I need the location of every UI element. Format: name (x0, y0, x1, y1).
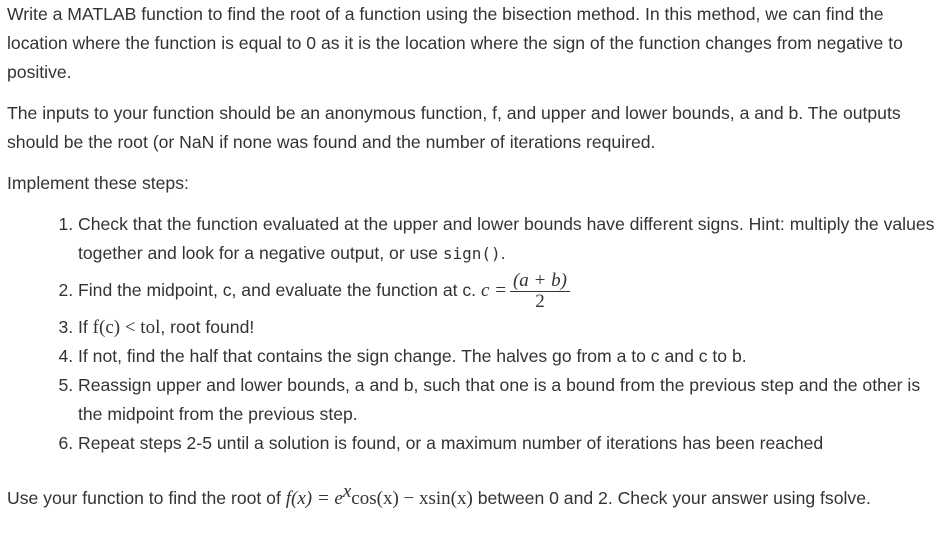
step-3 (78, 313, 937, 342)
inputs-paragraph: The inputs to your function should be an anonymous function, f, and upper and lower bounds, a and b. The outputs should be the root (or NaN if none was found and the number of iterations required. (7, 103, 901, 152)
step-2-denominator: 2 (535, 290, 545, 312)
final-formula-rhs: cos(x) − xsin(x) (351, 488, 473, 509)
intro-paragraph: Write a MATLAB function to find the root of a function using the bisection method. In this method, we can find the location where the function is equal to 0 as it is the location where the sign of the function changes from negative to positive. (7, 4, 903, 82)
final-paragraph (7, 481, 937, 513)
step-1-text: Check that the function evaluated at the upper and lower bounds have different signs. Hint: multiply the values together and look for a negative output, or use (78, 214, 935, 263)
step-2 (78, 268, 937, 313)
steps-heading: Implement these steps: (7, 173, 189, 193)
steps-list (7, 210, 937, 458)
final-text-after: between 0 and 2. Check your answer using fsolve. (472, 488, 871, 508)
final-formula-lhs: f(x) = e (285, 488, 343, 509)
step-6: 6. Repeat steps 2-5 until a solution is found, or a maximum number of iterations has been reached (78, 429, 937, 458)
step-2-fraction (510, 271, 570, 312)
final-text-before: Use your function to find the root of (7, 488, 286, 508)
step-3-formula: f(c) < tol (92, 317, 161, 338)
step-3-text: If (78, 317, 93, 337)
step-1-end: . (500, 243, 506, 263)
step-1-code: sign() (442, 244, 501, 263)
step-3-end: , root found! (160, 317, 255, 337)
step-2-formula-lhs: c = (480, 280, 507, 301)
final-formula-exponent: x (342, 481, 352, 503)
step-5: 5. Reassign upper and lower bounds, a and b, such that one is a bound from the previous step and the other is the midpoint from the previous step. (78, 371, 937, 429)
step-1 (78, 210, 937, 268)
step-2-text: Find the midpoint, c, and evaluate the function at c. (78, 280, 481, 300)
step-4: 4. If not, find the half that contains the sign change. The halves go from a to c and c to b. (78, 342, 937, 371)
step-2-numerator: (a + b) (510, 271, 570, 292)
